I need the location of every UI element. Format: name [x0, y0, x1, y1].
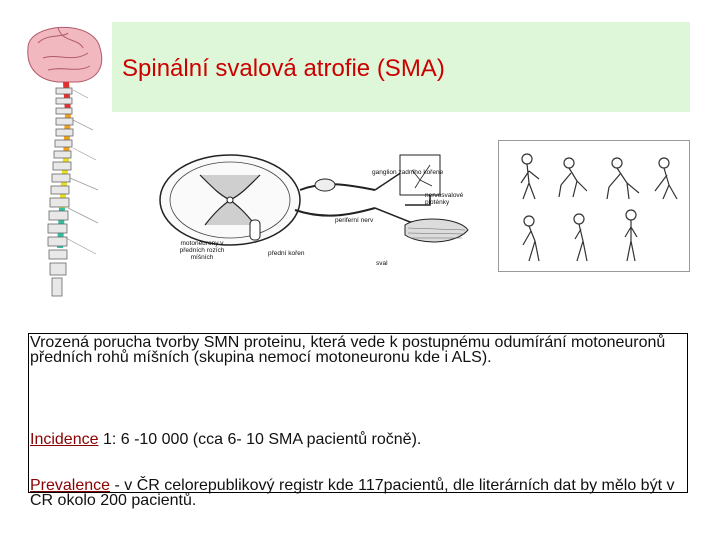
label-anterior-root: přední kořen	[268, 250, 305, 257]
label-ganglion: ganglion zadního kořene	[372, 169, 444, 176]
label-endplate: nervosvalové ploténky	[425, 192, 464, 206]
paragraph-description: Vrozená porucha tvorby SMN proteinu, která vede k postupnému odumírání motoneuronů předních rohů míšních (skupina nemocí motoneuronu kde i ALS).	[30, 334, 666, 366]
prevalence-term: Prevalence	[30, 477, 111, 494]
label-peripheral-nerve: periferní nerv	[335, 217, 374, 224]
gowers-sign-illustration	[498, 140, 690, 272]
slide-title: Spinální svalová atrofie (SMA)	[122, 55, 445, 82]
spine-brain-illustration	[18, 18, 118, 310]
incidence-term: Incidence	[30, 431, 99, 448]
prevalence-text: - v ČR celorepublikový registr kde 117pacientů, dle literárních dat by mělo být v ČR okolo 200 pacientů.	[30, 477, 675, 509]
paragraph-prevalence	[30, 478, 680, 508]
incidence-text: 1: 6 -10 000 (cca 6- 10 SMA pacientů ročně).	[98, 431, 422, 448]
label-motoneurons: motoneurony v předních rozích míšních	[179, 240, 225, 261]
label-muscle: sval	[376, 260, 388, 267]
paragraph-incidence	[30, 432, 421, 447]
